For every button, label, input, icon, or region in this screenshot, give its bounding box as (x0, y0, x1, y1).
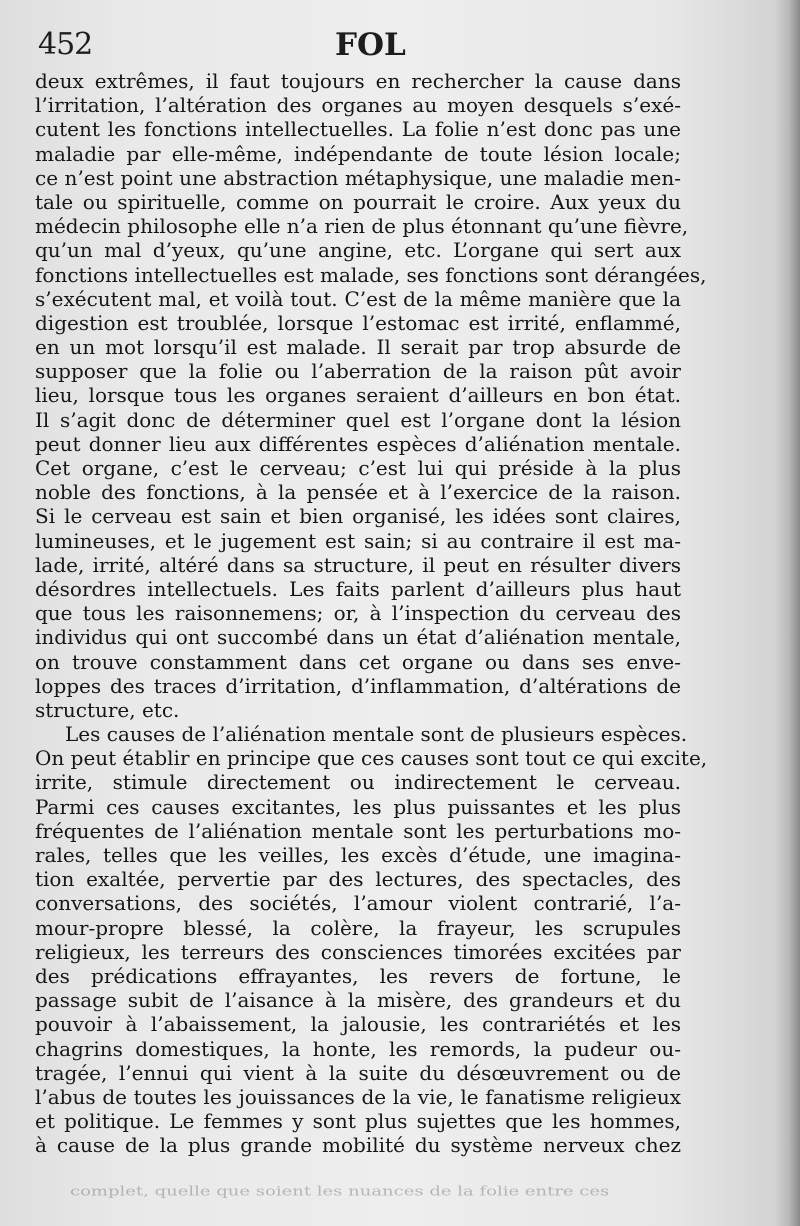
text-line: conversations, des sociétés, l’amour violent contrarié, l’a- (35, 891, 681, 916)
text-line: on trouve constamment dans cet organe ou dans ses enve- (35, 649, 681, 674)
text-line: On peut établir en principe que ces causes sont tout ce qui excite, (35, 746, 708, 771)
text-line: individus qui ont succombé dans un état d’aliénation mentale, (35, 625, 681, 650)
text-line: lumineuses, et le jugement est sain; si au contraire il est ma- (35, 528, 681, 553)
running-head: FOL (335, 27, 406, 63)
text-line: irrite, stimule directement ou indirectement le cerveau. (35, 770, 681, 795)
text-line: s’exécutent mal, et voilà tout. C’est de la même manière que la (35, 286, 681, 311)
text-line: l’irritation, l’altération des organes au moyen desquels s’exé- (35, 93, 681, 118)
text-line: maladie par elle-même, indépendante de toute lésion locale; (35, 141, 681, 166)
text-line: tragée, l’ennui qui vient à la suite du désœuvrement ou de (35, 1060, 681, 1085)
text-line: fréquentes de l’aliénation mentale sont les perturbations mo- (35, 818, 681, 843)
text-line: peut donner lieu aux différentes espèces d’aliénation mentale. (35, 431, 681, 456)
text-line: noble des fonctions, à la pensée et à l’exercice de la raison. (35, 480, 681, 505)
text-line: fonctions intellectuelles est malade, ses fonctions sont dérangées, (35, 262, 707, 287)
text-line: religieux, les terreurs des consciences timorées excitées par (35, 939, 681, 964)
text-line: médecin philosophe elle n’a rien de plus étonnant qu’une fièvre, (35, 214, 689, 239)
text-line: en un mot lorsqu’il est malade. Il serait par trop absurde de (35, 335, 681, 360)
text-line: lade, irrité, altéré dans sa structure, il peut en résulter divers (35, 552, 681, 577)
text-line: digestion est troublée, lorsque l’estomac est irrité, enflammé, (35, 310, 681, 335)
text-line: passage subit de l’aisance à la misère, des grandeurs et du (35, 988, 681, 1013)
text-line: Cet organe, c’est le cerveau; c’est lui qui préside à la plus (35, 456, 681, 480)
bleed-through-text: complet, quelle que soient les nuances de la folie entre ces (70, 1184, 610, 1200)
text-line: que tous les raisonnemens; or, à l’inspection du cerveau des (35, 601, 681, 626)
page-edge-shadow (774, 0, 800, 1226)
text-line: qu’un mal d’yeux, qu’une angine, etc. L’organe qui sert aux (35, 238, 681, 263)
text-line: désordres intellectuels. Les faits parlent d’ailleurs plus haut (35, 576, 681, 601)
text-line: mour-propre blessé, la colère, la frayeur, les scrupules (35, 915, 681, 940)
text-line: chagrins domestiques, la honte, les remords, la pudeur ou- (35, 1036, 681, 1061)
text-line: ce n’est point une abstraction métaphysique, une maladie men- (35, 165, 681, 190)
text-line: Il s’agit donc de déterminer quel est l’organe dont la lésion (35, 407, 681, 432)
text-line: et politique. Le femmes y sont plus sujettes que les hommes, (35, 1109, 681, 1134)
text-line: tale ou spirituelle, comme on pourrait le croire. Aux yeux du (35, 189, 681, 214)
text-line: Si le cerveau est sain et bien organisé, les idées sont claires, (35, 504, 681, 529)
text-line: loppes des traces d’irritation, d’inflammation, d’altérations de (35, 673, 681, 698)
text-line: pouvoir à l’abaissement, la jalousie, les contrariétés et les (35, 1012, 681, 1037)
text-line: structure, etc. (35, 697, 180, 722)
text-line: lieu, lorsque tous les organes seraient d’ailleurs en bon état. (35, 383, 681, 408)
text-line: l’abus de toutes les jouissances de la vie, le fanatisme religieux (35, 1084, 681, 1109)
page-number: 452 (38, 27, 93, 62)
text-line: Les causes de l’aliénation mentale sont de plusieurs espèces. (65, 722, 688, 747)
text-line: deux extrêmes, il faut toujours en rechercher la cause dans (35, 69, 681, 93)
text-line: tion exaltée, pervertie par des lectures, des spectacles, des (35, 867, 681, 892)
page-header (38, 27, 680, 67)
text-line: des prédications effrayantes, les revers de fortune, le (35, 963, 681, 988)
text-line: Parmi ces causes excitantes, les plus puissantes et les plus (35, 794, 681, 819)
text-line: cutent les fonctions intellectuelles. La folie n’est donc pas une (35, 117, 681, 142)
body-text (35, 69, 708, 1158)
text-line: rales, telles que les veilles, les excès d’étude, une imagina- (35, 843, 681, 867)
text-line: supposer que la folie ou l’aberration de la raison pût avoir (35, 359, 681, 384)
text-line: à cause de la plus grande mobilité du système nerveux chez (35, 1133, 681, 1158)
